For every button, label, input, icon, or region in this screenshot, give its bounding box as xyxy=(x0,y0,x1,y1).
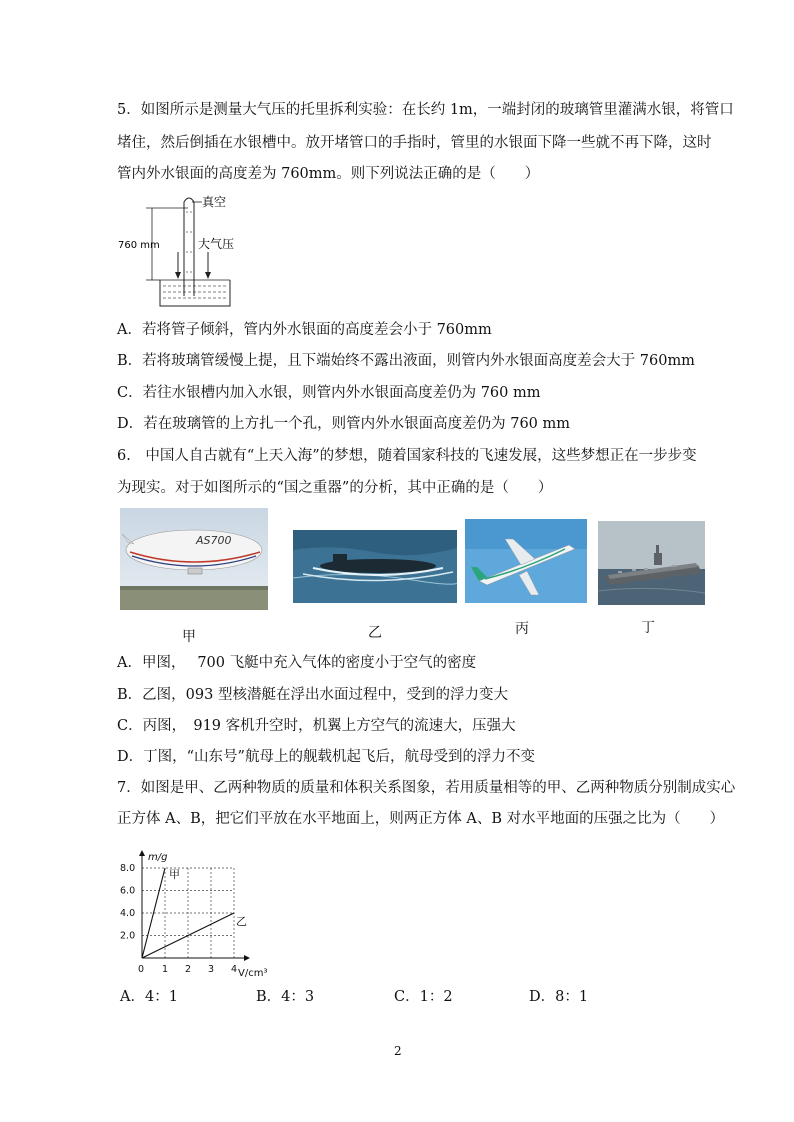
airliner-photo xyxy=(465,519,587,603)
torricelli-figure xyxy=(118,192,238,310)
q5-option-a: A．若将管子倾斜，管内外水银面的高度差会小于 760mm xyxy=(117,322,492,338)
q7-line-2: 正方体 A、B，把它们平放在水平地面上，则两正方体 A、B 对水平地面的压强之比为（ ） xyxy=(117,811,725,827)
label-760mm: 760 mm xyxy=(118,240,160,251)
airship-photo xyxy=(120,508,268,610)
caption-jia: 甲 xyxy=(182,629,196,645)
q5-option-c: C．若往水银槽内加入水银，则管内外水银面高度差仍为 760 mm xyxy=(117,385,541,401)
q7-option-b: B．4：3 xyxy=(256,989,315,1005)
series-label-jia: 甲 xyxy=(169,868,180,881)
q7-option-a: A．4：1 xyxy=(120,989,178,1005)
label-atmospheric-pressure: 大气压 xyxy=(198,237,235,251)
x-tick-label: 0 xyxy=(138,964,145,975)
x-tick-label: 3 xyxy=(208,964,215,975)
q6-option-c: C．丙图， 919 客机升空时，机翼上方空气的流速大，压强大 xyxy=(117,718,516,734)
y-axis-arrow xyxy=(139,850,145,856)
q6-option-d: D．丁图，“山东号”航母上的舰载机起飞后，航母受到的浮力不变 xyxy=(117,749,535,765)
series-label-yi: 乙 xyxy=(236,915,247,928)
q5-option-d: D．若在玻璃管的上方扎一个孔，则管内外水银面高度差仍为 760 mm xyxy=(117,416,571,432)
submarine-photo xyxy=(293,530,457,603)
x-tick-label: 1 xyxy=(162,964,169,975)
carrier-photo xyxy=(598,521,705,605)
x-axis-label: V/cm³ xyxy=(238,968,268,979)
q6-option-b: B．乙图，093 型核潜艇在浮出水面过程中，受到的浮力变大 xyxy=(117,687,508,703)
q7-option-c: C．1：2 xyxy=(394,989,453,1005)
q6-option-a: A．甲图， 700 飞艇中充入气体的密度小于空气的密度 xyxy=(117,655,477,671)
q7-option-d: D．8：1 xyxy=(529,989,589,1005)
x-axis-arrow xyxy=(244,955,250,961)
y-tick-label: 2.0 xyxy=(120,930,136,942)
q5-line-3: 管内外水银面的高度差为 760mm。则下列说法正确的是（ ） xyxy=(117,166,540,182)
q5-option-b: B．若将玻璃管缓慢上提，且下端始终不露出液面，则管内外水银面高度差会大于 760mm xyxy=(117,353,695,369)
label-vacuum: 真空 xyxy=(202,195,227,209)
q5-line-2: 堵住，然后倒插在水银槽中。放开堵管口的手指时，管里的水银面下降一些就不再下降，这时 xyxy=(117,135,712,151)
airship-label: AS700 xyxy=(196,534,232,547)
caption-bing: 丙 xyxy=(515,621,529,637)
y-tick-label: 4.0 xyxy=(120,908,136,919)
q6-line-2: 为现实。对于如图所示的“国之重器”的分析，其中正确的是（ ） xyxy=(117,480,553,496)
y-tick-label: 6.0 xyxy=(120,885,136,897)
y-tick-label: 8.0 xyxy=(120,863,136,874)
mass-volume-chart xyxy=(114,838,284,980)
q6-line-1: 6. 中国人自古就有“上天入海”的梦想，随着国家科技的飞速发展，这些梦想正在一步步变 xyxy=(117,448,697,464)
caption-yi: 乙 xyxy=(368,625,382,641)
q7-line-1: 7．如图是甲、乙两种物质的质量和体积关系图象，若用质量相等的甲、乙两种物质分别制成实心 xyxy=(117,780,736,796)
chart-grid xyxy=(142,868,234,958)
x-tick-label: 2 xyxy=(185,964,192,975)
q5-line-1: 5．如图所示是测量大气压的托里拆利实验：在长约 1m，一端封闭的玻璃管里灌满水银，将管口 xyxy=(117,102,734,118)
series-line-jia xyxy=(142,868,165,958)
y-axis-label: m/g xyxy=(148,852,168,863)
x-tick-label: 4 xyxy=(231,964,238,975)
page-number: 2 xyxy=(394,1044,402,1058)
caption-ding: 丁 xyxy=(641,620,655,636)
